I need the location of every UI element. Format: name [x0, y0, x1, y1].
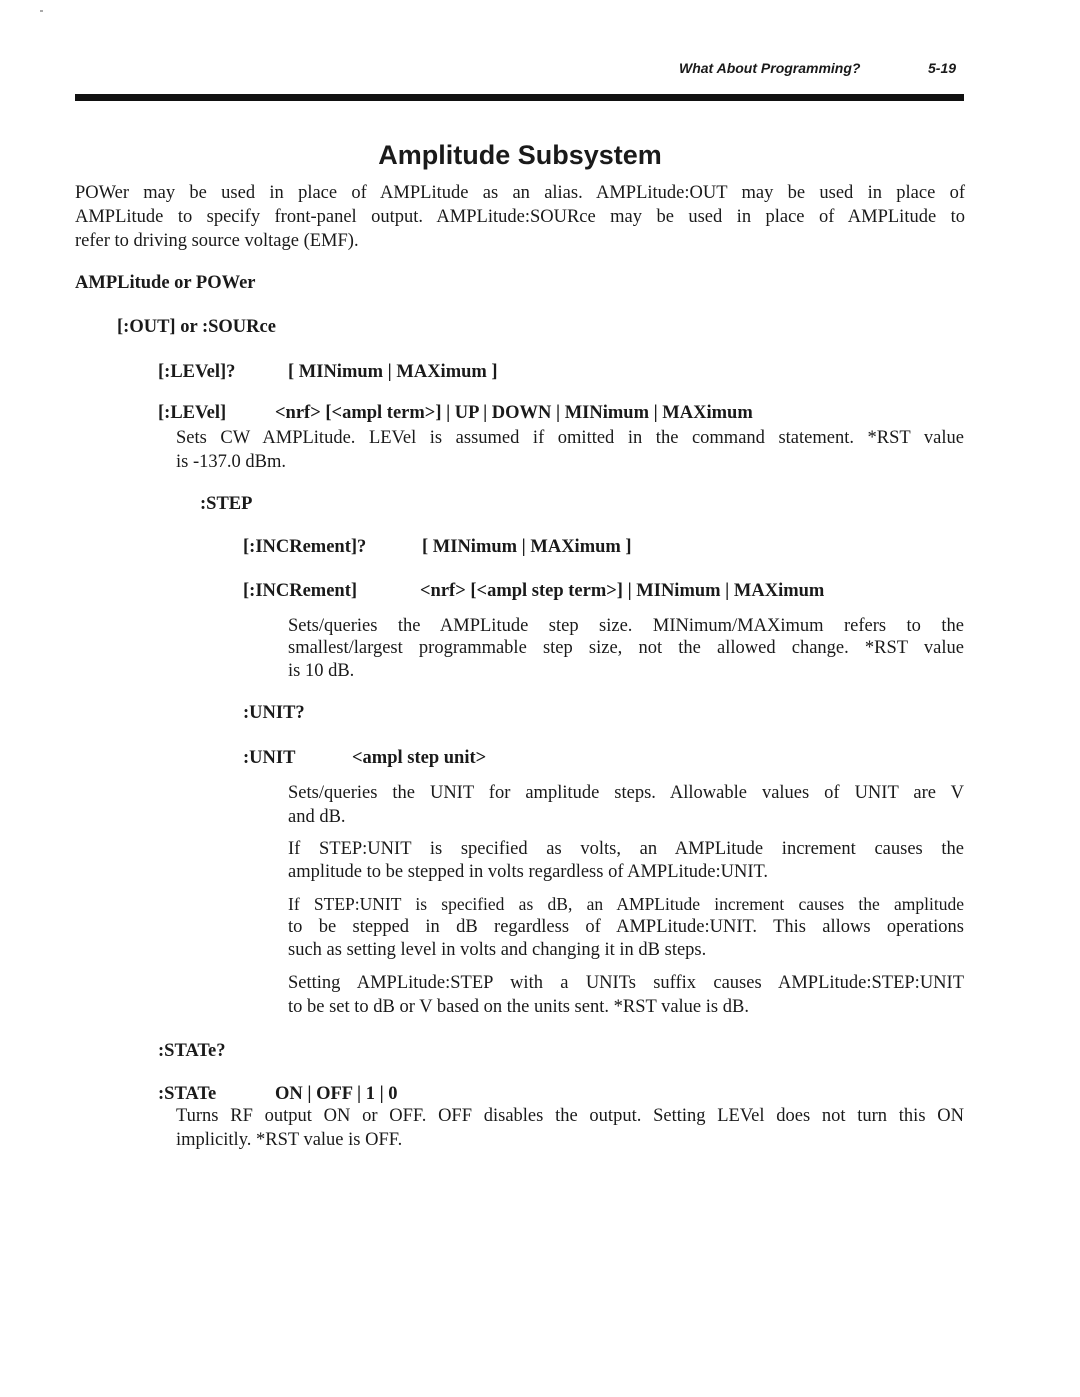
- state-desc-line-1: Turns RF output ON or OFF. OFF disables the output. Setting LEVel does not turn this ON: [176, 1106, 964, 1126]
- increment-args: <nrf> [<ampl step term>] | MINimum | MAXimum: [420, 581, 825, 601]
- increment-query-args: [ MINimum | MAXimum ]: [422, 537, 632, 557]
- unit-desc3-line-3: such as setting level in volts and changing it in dB steps.: [288, 940, 707, 960]
- state-query-command: :STATe?: [158, 1041, 226, 1061]
- header-rule: [75, 94, 964, 101]
- increment-desc-line-1: Sets/queries the AMPLitude step size. MINimum/MAXimum refers to the: [288, 616, 964, 636]
- level-desc-line-2: is -137.0 dBm.: [176, 452, 286, 472]
- increment-desc-line-3: is 10 dB.: [288, 661, 355, 681]
- unit-args: <ampl step unit>: [352, 748, 487, 768]
- level-desc-line-1: Sets CW AMPLitude. LEVel is assumed if omitted in the command statement. *RST value: [176, 428, 964, 448]
- unit-desc2-line-2: amplitude to be stepped in volts regardless of AMPLitude:UNIT.: [288, 862, 769, 882]
- level-command: [:LEVel]: [158, 403, 227, 423]
- unit-desc1-line-1: Sets/queries the UNIT for amplitude steps. Allowable values of UNIT are V: [288, 783, 964, 803]
- scan-speck: [40, 10, 43, 12]
- unit-desc3-line-2: to be stepped in dB regardless of AMPLitude:UNIT. This allows operations: [288, 917, 964, 937]
- state-desc-line-2: implicitly. *RST value is OFF.: [176, 1130, 403, 1150]
- step-node: :STEP: [200, 494, 253, 514]
- unit-query-command: :UNIT?: [243, 703, 305, 723]
- increment-query-command: [:INCRement]?: [243, 537, 367, 557]
- unit-desc4-line-2: to be set to dB or V based on the units sent. *RST value is dB.: [288, 997, 749, 1017]
- root-command: AMPLitude or POWer: [75, 273, 256, 293]
- intro-line-1: POWer may be used in place of AMPLitude as an alias. AMPLitude:OUT may be used in place of: [75, 183, 965, 203]
- state-args: ON | OFF | 1 | 0: [275, 1084, 398, 1104]
- increment-command: [:INCRement]: [243, 581, 358, 601]
- running-header-section: What About Programming?: [679, 60, 861, 76]
- intro-line-3: refer to driving source voltage (EMF).: [75, 231, 359, 251]
- out-source-node: [:OUT] or :SOURce: [117, 317, 276, 337]
- level-args: <nrf> [<ampl term>] | UP | DOWN | MINimum | MAXimum: [275, 403, 753, 423]
- unit-desc2-line-1: If STEP:UNIT is specified as volts, an AMPLitude increment causes the: [288, 839, 964, 859]
- unit-desc3-line-1: If STEP:UNIT is specified as dB, an AMPLitude increment causes the amplitude: [288, 894, 964, 914]
- unit-desc1-line-2: and dB.: [288, 807, 346, 827]
- increment-desc-line-2: smallest/largest programmable step size, not the allowed change. *RST value: [288, 638, 964, 658]
- page-title: Amplitude Subsystem: [378, 140, 662, 170]
- unit-command: :UNIT: [243, 748, 296, 768]
- intro-line-2: AMPLitude to specify front-panel output. AMPLitude:SOURce may be used in place of AMPLitude to: [75, 207, 965, 227]
- level-query-args: [ MINimum | MAXimum ]: [288, 362, 498, 382]
- state-command: :STATe: [158, 1084, 217, 1104]
- level-query-command: [:LEVel]?: [158, 362, 236, 382]
- page-number: 5-19: [928, 60, 957, 76]
- unit-desc4-line-1: Setting AMPLitude:STEP with a UNITs suffix causes AMPLitude:STEP:UNIT: [288, 973, 964, 993]
